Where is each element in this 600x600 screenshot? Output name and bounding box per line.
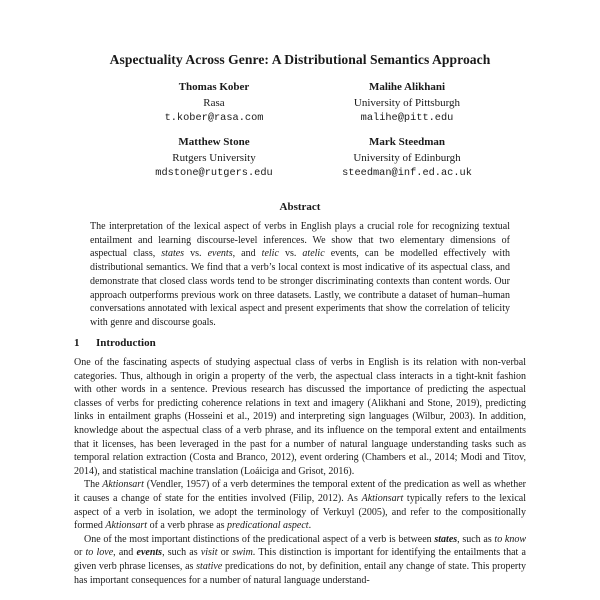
paragraph-span: typically refers to the lexical aspect of a verb in isolation, we adopt the terminology of Verkuyl (2005), and refer to the compositionally formed xyxy=(74,492,526,532)
abstract-text-span: vs. xyxy=(278,248,303,260)
term: Aktionsart xyxy=(361,492,404,504)
abstract-text-span: , and xyxy=(232,248,262,260)
paragraph-span: (Vendler, 1957) of a verb determines the temporal extent of the predication as well as whether it causes a change of state for the entities involved (Filip, 2012). As xyxy=(74,479,526,504)
paragraph-span: . This distinction is important for identifying the entailments that a given verb phrase licenses, as xyxy=(74,547,526,572)
author-email: malihe@pitt.edu xyxy=(360,112,454,124)
term: visit xyxy=(200,547,218,559)
paragraph-span: The xyxy=(84,479,103,491)
abstract-text-span: The interpretation of the lexical aspect of verbs in English plays a crucial role for recognizing textual entailment and learning discourse-level inferences. We show that two elementary dimensions of aspectual class, xyxy=(90,221,510,260)
author-email: t.kober@rasa.com xyxy=(164,112,264,124)
author-block xyxy=(104,135,324,182)
section-heading xyxy=(74,337,156,349)
abstract-text-span: vs. xyxy=(184,248,208,260)
term: to know xyxy=(494,533,527,545)
author-email: steedman@inf.ed.ac.uk xyxy=(342,167,472,179)
paragraph-span: of a verb phrase as xyxy=(147,520,228,532)
term: to love xyxy=(85,547,114,559)
abstract-heading: Abstract xyxy=(279,201,321,213)
paragraph-span: , and xyxy=(113,547,137,559)
author-name: Malihe Alikhani xyxy=(368,81,446,93)
term: predicational aspect xyxy=(227,520,309,532)
abstract-term: telic xyxy=(261,248,279,260)
author-block xyxy=(297,135,517,182)
paragraph xyxy=(74,478,526,532)
author-name: Mark Steedman xyxy=(368,136,446,148)
abstract-text xyxy=(90,220,510,330)
term: swim xyxy=(232,547,253,559)
paragraph xyxy=(74,533,526,587)
abstract-term: events xyxy=(207,248,233,260)
paragraph-span: or xyxy=(217,547,233,559)
section-title: Introduction xyxy=(96,337,156,349)
abstract-text-span: events, can be modelled effectively with distributional semantics. We find that a verb’s local context is most indicative of its aspectual class, and demonstrate that closed class words tend to be stronger discriminating contexts than content words. Our approach outperforms previous work on three datasets. Lastly, we contribute a dataset of human–human conversations annotated with lexical aspect and present experiments that show the correlation of telicity with genre and discourse goals. xyxy=(90,248,510,328)
author-affiliation: Rasa xyxy=(203,96,225,109)
term: stative xyxy=(196,560,223,572)
author-name: Matthew Stone xyxy=(178,136,250,148)
author-name: Thomas Kober xyxy=(178,81,250,93)
paragraph-span: . xyxy=(308,520,312,532)
author-affiliation: University of Pittsburgh xyxy=(353,96,461,109)
paper-title: Aspectuality Across Genre: A Distributional Semantics Approach xyxy=(109,52,491,67)
term: Aktionsart xyxy=(105,520,148,532)
paragraph-span: , such as xyxy=(162,547,201,559)
body-text xyxy=(74,356,526,587)
author-block xyxy=(297,80,517,127)
term: Aktionsart xyxy=(102,479,144,491)
term-emphasis: states xyxy=(434,533,458,545)
paragraph-span: , such as xyxy=(457,533,495,545)
section-number: 1 xyxy=(74,337,80,349)
abstract-term: states xyxy=(161,248,185,260)
paragraph-span: predications do not, by definition, entail any change of state. This property has important consequences for a number of natural language understand- xyxy=(74,560,526,586)
author-block xyxy=(104,80,324,127)
term-emphasis: events xyxy=(136,547,163,559)
paragraph-span: or xyxy=(74,547,86,559)
paragraph-span: One of the most important distinctions of the predicational aspect of a verb is between xyxy=(84,533,435,545)
abstract-term: atelic xyxy=(302,248,325,260)
paragraph: One of the fascinating aspects of studying aspectual class of verbs in English is its relation with non-verbal categories. Thus, although in origin a property of the verb, the aspectual class interacts in a tight-knit fashion with other words in a sentence. Previous research has discussed the importance of predicting the aspectual classes of verbs for predicting coherence relations in text and imagery (Alikhani and Stone, 2019), predicting links in entailment graphs (Hosseini et al., 2019) and interpreting sign languages (Wilbur, 2003). In addition, knowledge about the aspectual class of a verb phrase, and its influence on the temporal extent and entailments that it licenses, has been leveraged in the past for a number of natural language understanding tasks such as temporal relation extraction (Costa and Branco, 2012), event ordering (Chambers et al., 2014; Modi and Titov, 2014), and statistical machine translation (Loáiciga and Grisot, 2016). xyxy=(74,357,526,477)
author-affiliation: University of Edinburgh xyxy=(353,151,461,164)
author-affiliation: Rutgers University xyxy=(172,151,256,164)
author-email: mdstone@rutgers.edu xyxy=(155,167,273,179)
